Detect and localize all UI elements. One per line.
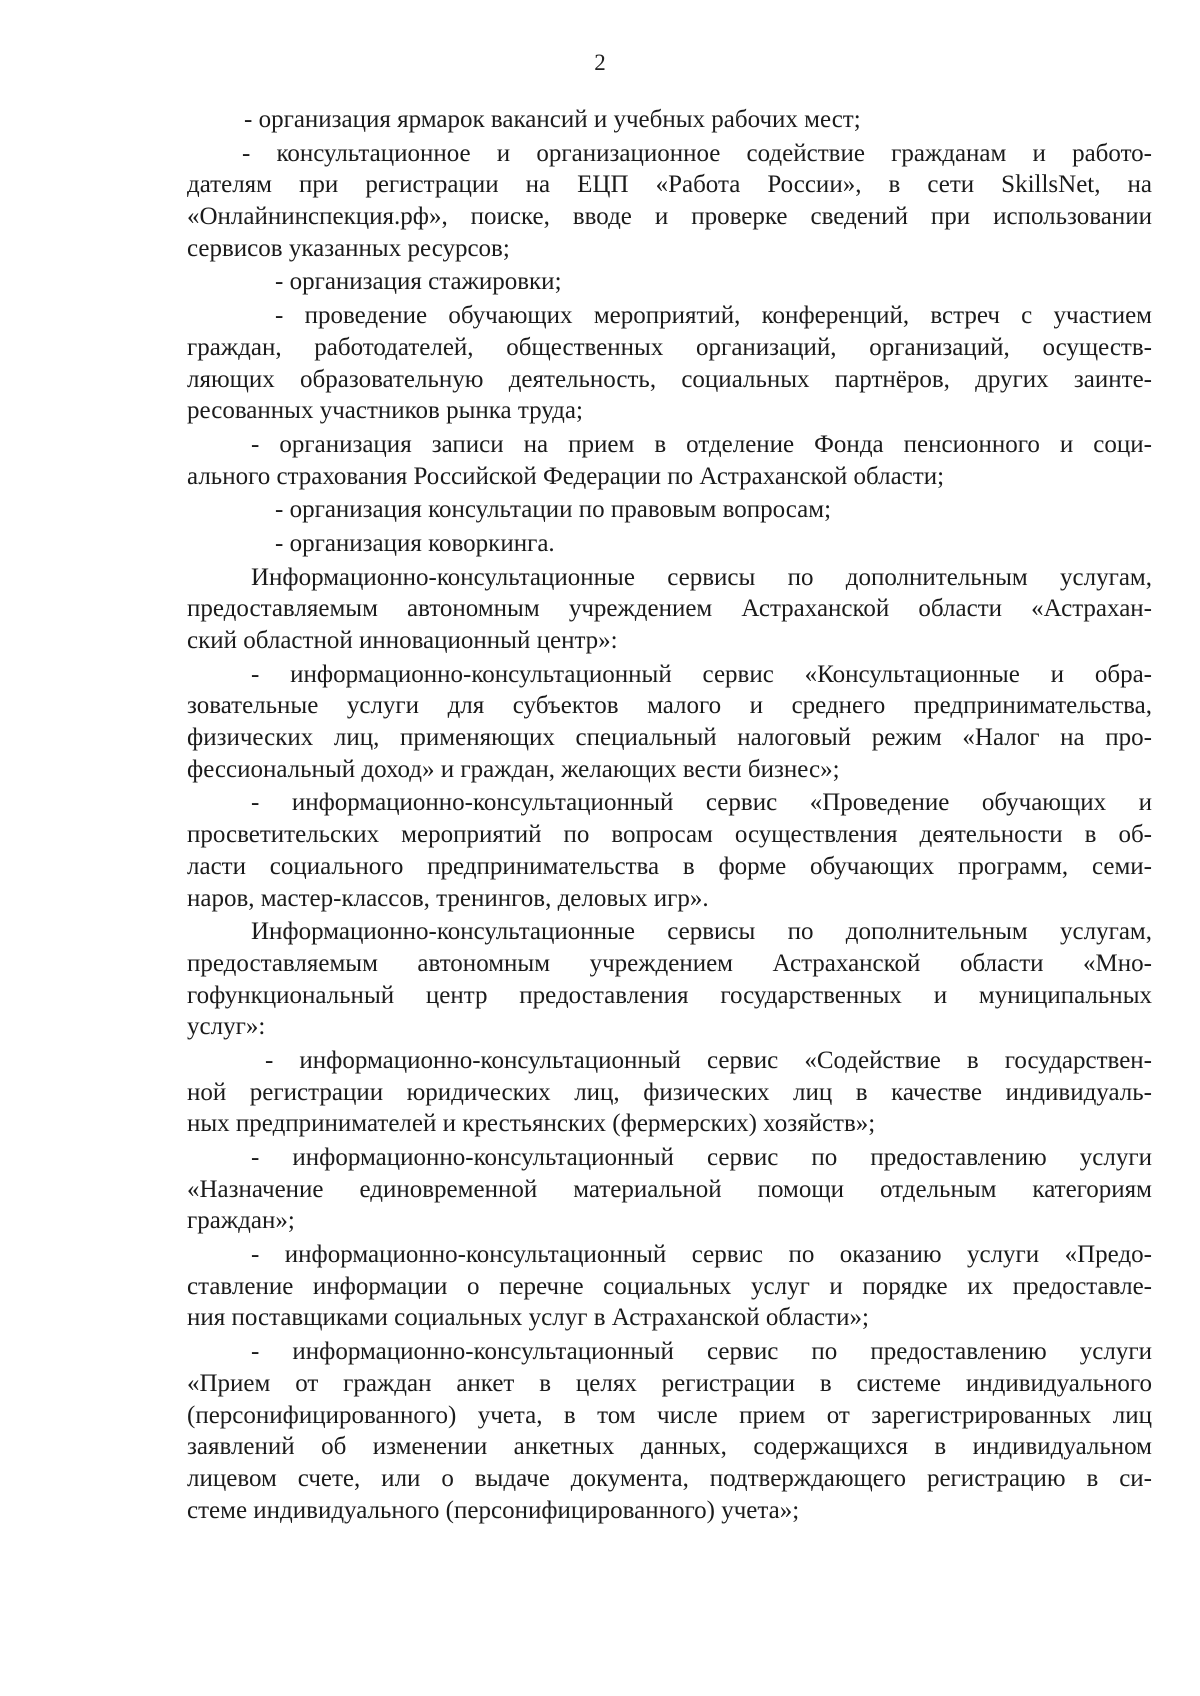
paragraph-line: ский областной инновационный центр»:	[187, 627, 618, 654]
paragraph-line: Информационно-консультационные сервисы по дополнительным услугам,	[251, 563, 1152, 591]
paragraph	[187, 494, 1152, 526]
paragraph-line: (персонифицированного) учета, в том числе прием от зарегистрированных лиц	[187, 1401, 1152, 1429]
paragraph-line: ресованных участников рынка труда;	[187, 397, 583, 425]
paragraph-line: услуг»:	[187, 1013, 266, 1041]
paragraph-line: наров, мастер-классов, тренингов, деловых игр».	[187, 884, 709, 912]
paragraph	[187, 266, 1152, 298]
paragraph-line: - проведение обучающих мероприятий, конференций, встреч с участием	[275, 302, 1152, 330]
paragraph-line: - информационно-консультационный сервис «Проведение обучающих и	[251, 789, 1152, 817]
paragraph	[187, 104, 1152, 136]
paragraph-line: - организация стажировки;	[275, 268, 562, 296]
paragraph-line: - организация записи на прием в отделение Фонда пенсионного и соци-	[251, 430, 1152, 458]
page-number: 2	[594, 50, 606, 75]
paragraph-line: дателям при регистрации на ЕЦП «Работа России», в сети SkillsNet, на	[187, 171, 1152, 199]
paragraph-line: граждан»;	[187, 1207, 295, 1235]
paragraph-line: ния поставщиками социальных услуг в Астраханской области»;	[187, 1304, 869, 1332]
paragraph-line: ального страхования Российской Федерации по Астраханской области;	[187, 462, 945, 490]
paragraph-line: - организация ярмарок вакансий и учебных рабочих мест;	[244, 106, 861, 133]
paragraph-line: - организация консультации по правовым вопросам;	[275, 496, 832, 524]
paragraph-line: фессиональный доход» и граждан, желающих вести бизнес»;	[187, 755, 840, 783]
paragraph-line: ной регистрации юридических лиц, физических лиц в качестве индивидуаль-	[187, 1078, 1152, 1106]
paragraph-line: - организация коворкинга.	[275, 529, 555, 557]
paragraph-line: граждан, работодателей, общественных организаций, организаций, осуществ-	[187, 333, 1152, 361]
paragraph-line: - информационно-консультационный сервис «Консультационные и обра-	[251, 660, 1152, 688]
document-body	[187, 104, 1152, 1528]
paragraph-line: предоставляемым автономным учреждением Астраханской области «Астрахан-	[187, 595, 1152, 623]
paragraph-line: предоставляемым автономным учреждением Астраханской области «Мно-	[187, 949, 1152, 977]
paragraph	[187, 138, 1152, 265]
paragraph-line: гофункциональный центр предоставления государственных и муниципальных	[187, 981, 1152, 1009]
paragraph-line: заявлений об изменении анкетных данных, содержащихся в индивидуальном	[187, 1433, 1152, 1461]
paragraph-line: «Прием от граждан анкет в целях регистрации в системе индивидуального	[187, 1369, 1152, 1397]
paragraph-line: сервисов указанных ресурсов;	[187, 234, 510, 262]
paragraph-line: - информационно-консультационный сервис по предоставлению услуги	[251, 1144, 1152, 1171]
paragraph	[187, 1239, 1152, 1334]
paragraph	[187, 787, 1152, 914]
paragraph-line: ляющих образовательную деятельность, социальных партнёров, других заинте-	[187, 365, 1152, 393]
paragraph-line: просветительских мероприятий по вопросам осуществления деятельности в об-	[187, 821, 1152, 849]
paragraph	[187, 562, 1152, 657]
paragraph-line: ных предпринимателей и крестьянских (фермерских) хозяйств»;	[187, 1110, 876, 1138]
paragraph-line: «Онлайнинспекция.рф», поиске, вводе и проверке сведений при использовании	[187, 203, 1152, 231]
paragraph-line: - консультационное и организационное содействие гражданам и работо-	[242, 139, 1152, 167]
paragraph-line: - информационно-консультационный сервис по предоставлению услуги	[251, 1338, 1152, 1366]
paragraph-line: - информационно-консультационный сервис по оказанию услуги «Предо-	[251, 1241, 1152, 1269]
paragraph	[187, 1336, 1152, 1526]
paragraph-line: - информационно-консультационный сервис «Содействие в государствен-	[265, 1046, 1152, 1074]
paragraph-line: стеме индивидуального (персонифицированного) учета»;	[187, 1496, 800, 1524]
paragraph-line: физических лиц, применяющих специальный налоговый режим «Налог на про-	[187, 724, 1152, 752]
paragraph-line: Информационно-консультационные сервисы по дополнительным услугам,	[251, 918, 1152, 946]
paragraph	[187, 916, 1152, 1043]
paragraph-line: лицевом счете, или о выдаче документа, подтверждающего регистрацию в си-	[187, 1464, 1152, 1492]
paragraph	[187, 429, 1152, 492]
paragraph	[187, 1045, 1152, 1140]
paragraph	[187, 1142, 1152, 1237]
paragraph-line: зовательные услуги для субъектов малого и среднего предпринимательства,	[187, 692, 1152, 720]
paragraph	[187, 300, 1152, 427]
paragraph-line: «Назначение единовременной материальной помощи отдельным категориям	[187, 1175, 1152, 1203]
paragraph-line: ставление информации о перечне социальных услуг и порядке их предоставле-	[187, 1272, 1152, 1300]
paragraph	[187, 659, 1152, 786]
paragraph-line: ласти социального предпринимательства в форме обучающих программ, семи-	[187, 852, 1152, 880]
paragraph	[187, 528, 1152, 560]
